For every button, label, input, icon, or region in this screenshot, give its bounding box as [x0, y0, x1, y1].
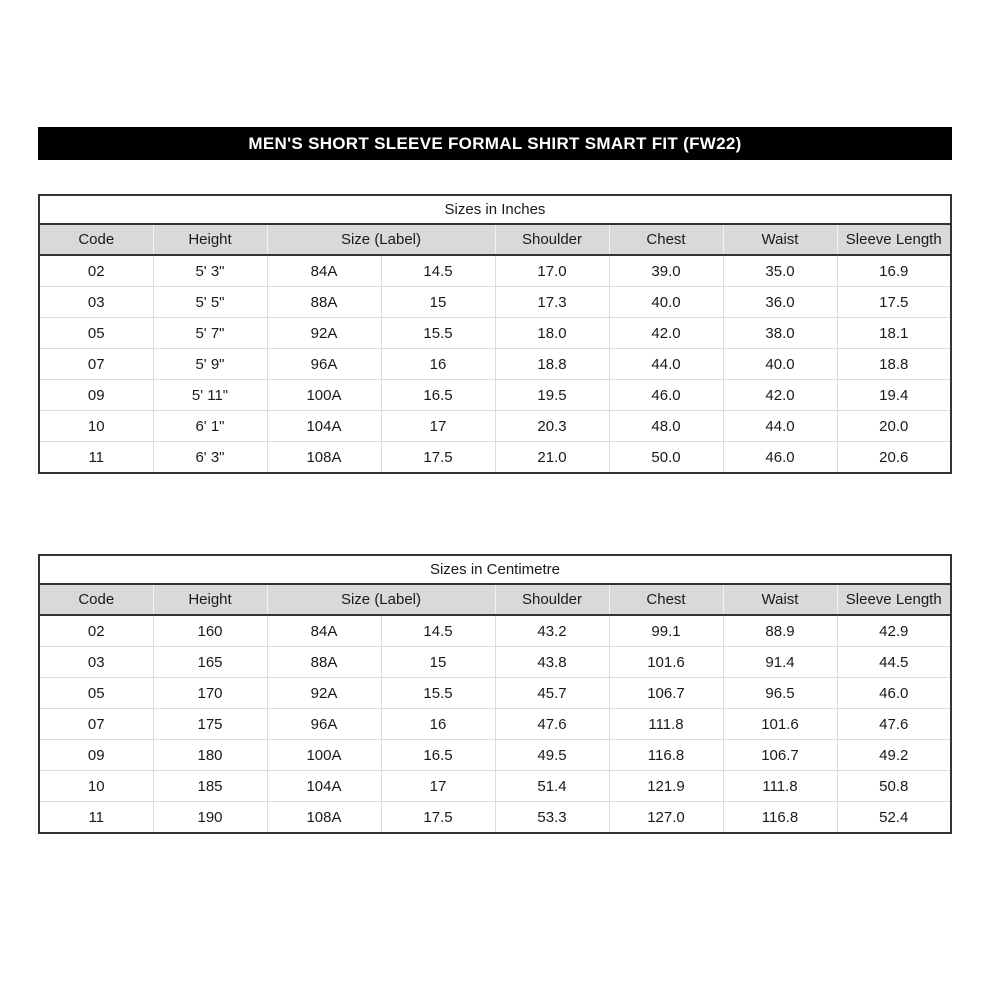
col-header-chest: Chest	[609, 584, 723, 615]
table-cell: 16.9	[837, 255, 951, 287]
table-cell: 10	[39, 411, 153, 442]
table-cell: 17	[381, 771, 495, 802]
col-header-code: Code	[39, 584, 153, 615]
col-header-height: Height	[153, 584, 267, 615]
table-cell: 14.5	[381, 255, 495, 287]
table-cell: 17.0	[495, 255, 609, 287]
table-cell: 185	[153, 771, 267, 802]
table-cell: 6' 3"	[153, 442, 267, 474]
table-cell: 5' 7"	[153, 318, 267, 349]
table-cell: 5' 3"	[153, 255, 267, 287]
table-row	[39, 678, 951, 709]
table-cell: 5' 9"	[153, 349, 267, 380]
table-cell: 20.6	[837, 442, 951, 474]
table-cell: 44.5	[837, 647, 951, 678]
table-row	[39, 287, 951, 318]
table-cell: 45.7	[495, 678, 609, 709]
table-cell: 104A	[267, 411, 381, 442]
table-header-row	[39, 584, 951, 615]
table-cell: 42.9	[837, 615, 951, 647]
table-cell: 17.5	[381, 802, 495, 834]
table-cell: 02	[39, 615, 153, 647]
table-cell: 100A	[267, 380, 381, 411]
table-cell: 108A	[267, 442, 381, 474]
table-cell: 35.0	[723, 255, 837, 287]
table-cell: 50.0	[609, 442, 723, 474]
table-cell: 16	[381, 349, 495, 380]
table-cell: 15	[381, 287, 495, 318]
table-cell: 14.5	[381, 615, 495, 647]
table-row	[39, 709, 951, 740]
table-cell: 92A	[267, 678, 381, 709]
col-header-height: Height	[153, 224, 267, 255]
table-cell: 46.0	[837, 678, 951, 709]
table-cell: 92A	[267, 318, 381, 349]
table-row	[39, 647, 951, 678]
table-cell: 49.2	[837, 740, 951, 771]
table-cell: 106.7	[609, 678, 723, 709]
table-cell: 43.8	[495, 647, 609, 678]
table-cell: 50.8	[837, 771, 951, 802]
table-row	[39, 255, 951, 287]
table-cell: 09	[39, 740, 153, 771]
table-cell: 91.4	[723, 647, 837, 678]
table-cell: 43.2	[495, 615, 609, 647]
table-cell: 16.5	[381, 380, 495, 411]
sizes-in-centimetre-table	[38, 554, 952, 834]
table-cell: 5' 5"	[153, 287, 267, 318]
table-cell: 46.0	[723, 442, 837, 474]
table-cell: 47.6	[837, 709, 951, 740]
table-header-row	[39, 224, 951, 255]
table-cell: 48.0	[609, 411, 723, 442]
table-cell: 96A	[267, 709, 381, 740]
table-cell: 116.8	[609, 740, 723, 771]
col-header-waist: Waist	[723, 584, 837, 615]
table-cell: 99.1	[609, 615, 723, 647]
table-cell: 17.5	[381, 442, 495, 474]
table-cell: 18.8	[837, 349, 951, 380]
table-cell: 05	[39, 318, 153, 349]
product-title: MEN'S SHORT SLEEVE FORMAL SHIRT SMART FIT (FW22)	[248, 133, 742, 153]
table-cell: 121.9	[609, 771, 723, 802]
table-cell: 46.0	[609, 380, 723, 411]
table-title-centimetre: Sizes in Centimetre	[39, 555, 951, 584]
table-row	[39, 615, 951, 647]
table-cell: 20.0	[837, 411, 951, 442]
col-header-size-label: Size (Label)	[267, 584, 495, 615]
table-cell: 07	[39, 349, 153, 380]
col-header-sleeve-length: Sleeve Length	[837, 224, 951, 255]
table-row	[39, 442, 951, 474]
table-cell: 180	[153, 740, 267, 771]
table-cell: 15.5	[381, 318, 495, 349]
table-cell: 47.6	[495, 709, 609, 740]
table-cell: 51.4	[495, 771, 609, 802]
table-cell: 20.3	[495, 411, 609, 442]
col-header-shoulder: Shoulder	[495, 584, 609, 615]
col-header-code: Code	[39, 224, 153, 255]
col-header-waist: Waist	[723, 224, 837, 255]
table-cell: 03	[39, 647, 153, 678]
table-cell: 07	[39, 709, 153, 740]
table-cell: 11	[39, 442, 153, 474]
table-cell: 19.4	[837, 380, 951, 411]
table-cell: 44.0	[723, 411, 837, 442]
table-cell: 15.5	[381, 678, 495, 709]
table-cell: 40.0	[609, 287, 723, 318]
table-row	[39, 349, 951, 380]
table-row	[39, 318, 951, 349]
table-cell: 88A	[267, 647, 381, 678]
table-cell: 104A	[267, 771, 381, 802]
table-cell: 6' 1"	[153, 411, 267, 442]
table-cell: 44.0	[609, 349, 723, 380]
table-row	[39, 771, 951, 802]
table-cell: 10	[39, 771, 153, 802]
table-cell: 88A	[267, 287, 381, 318]
table-cell: 101.6	[609, 647, 723, 678]
table-cell: 116.8	[723, 802, 837, 834]
table-cell: 175	[153, 709, 267, 740]
table-cell: 84A	[267, 615, 381, 647]
table-cell: 165	[153, 647, 267, 678]
table-cell: 160	[153, 615, 267, 647]
table-cell: 111.8	[609, 709, 723, 740]
table-title-inches: Sizes in Inches	[39, 195, 951, 224]
table-cell: 96.5	[723, 678, 837, 709]
table-cell: 17.3	[495, 287, 609, 318]
table-cell: 127.0	[609, 802, 723, 834]
product-title-bar	[38, 127, 952, 160]
table-cell: 42.0	[723, 380, 837, 411]
table-cell: 21.0	[495, 442, 609, 474]
table-cell: 36.0	[723, 287, 837, 318]
table-cell: 18.0	[495, 318, 609, 349]
table-cell: 88.9	[723, 615, 837, 647]
table-cell: 05	[39, 678, 153, 709]
table-row	[39, 740, 951, 771]
table-cell: 16	[381, 709, 495, 740]
table-cell: 19.5	[495, 380, 609, 411]
sizes-in-inches-table	[38, 194, 952, 474]
table-cell: 84A	[267, 255, 381, 287]
table-cell: 15	[381, 647, 495, 678]
table-cell: 38.0	[723, 318, 837, 349]
table-title-row	[39, 195, 951, 224]
col-header-sleeve-length: Sleeve Length	[837, 584, 951, 615]
table-cell: 108A	[267, 802, 381, 834]
table-cell: 18.1	[837, 318, 951, 349]
table-cell: 42.0	[609, 318, 723, 349]
table-cell: 40.0	[723, 349, 837, 380]
table-cell: 170	[153, 678, 267, 709]
table-cell: 190	[153, 802, 267, 834]
centimetre-table-body	[39, 615, 951, 833]
table-cell: 16.5	[381, 740, 495, 771]
table-row	[39, 802, 951, 834]
table-cell: 49.5	[495, 740, 609, 771]
table-cell: 100A	[267, 740, 381, 771]
table-cell: 111.8	[723, 771, 837, 802]
table-cell: 101.6	[723, 709, 837, 740]
table-cell: 18.8	[495, 349, 609, 380]
table-row	[39, 411, 951, 442]
table-cell: 52.4	[837, 802, 951, 834]
table-cell: 5' 11"	[153, 380, 267, 411]
col-header-size-label: Size (Label)	[267, 224, 495, 255]
table-cell: 106.7	[723, 740, 837, 771]
table-cell: 96A	[267, 349, 381, 380]
table-cell: 02	[39, 255, 153, 287]
table-cell: 39.0	[609, 255, 723, 287]
inches-table-body	[39, 255, 951, 473]
col-header-chest: Chest	[609, 224, 723, 255]
table-row	[39, 380, 951, 411]
table-cell: 11	[39, 802, 153, 834]
table-cell: 53.3	[495, 802, 609, 834]
table-cell: 09	[39, 380, 153, 411]
table-title-row	[39, 555, 951, 584]
table-cell: 03	[39, 287, 153, 318]
table-cell: 17.5	[837, 287, 951, 318]
col-header-shoulder: Shoulder	[495, 224, 609, 255]
table-cell: 17	[381, 411, 495, 442]
